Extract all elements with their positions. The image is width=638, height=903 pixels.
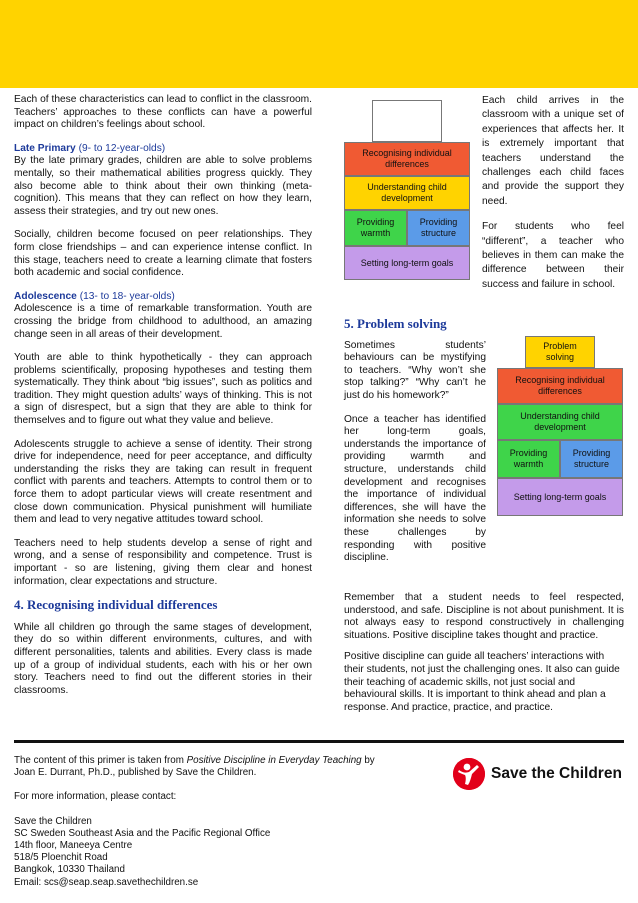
source-prefix: The content of this primer is taken from (14, 755, 184, 766)
contact-road: 518/5 Ploenchit Road (14, 852, 108, 864)
pyramid-2-structure-box: Providing structure (560, 440, 623, 478)
pyramid-2-top-box: Problem solving (525, 336, 595, 368)
pyramid-2-warmth-box: Providing warmth (497, 440, 560, 478)
source-suffix: by (364, 755, 375, 766)
adolescence-range: (13- to 18- year-olds) (79, 290, 175, 302)
adolescence-paragraph-2: Youth are able to think hypothetically - they can approach problems scientifically, proposing hypotheses and testing them systematically. They think about “big issues”, such as politics and tradition. They might question adults’ ways of thinking. This is not a sign of disrespect, but a sign that they are able to think for themselves and to figure out what they value and believe. (14, 352, 312, 427)
pyramid-2-understanding-box: Understanding child development (497, 404, 623, 440)
footer (14, 755, 434, 889)
right-paragraph-2: For students who feel “different”, a teacher who believes in them can make the difference between their success and failure in school. (482, 221, 624, 290)
section-5-paragraph-2: Once a teacher has identified her long-term goals, understands the importance of providing warmth and structure, understands child development and recognises the importance of individual differences, she will have the information she needs to solve these challenges by responding with positive discipline. (344, 413, 486, 564)
section-5-lower-column (344, 592, 624, 725)
intro-paragraph: Each of these characteristics can lead to conflict in the classroom. Teachers’ approaches to these conflicts can have a powerful impact on children’s feelings about school. (14, 94, 312, 131)
section-4-heading: 4. Recognising individual differences (14, 597, 218, 613)
adolescence-paragraph-4: Teachers need to help students develop a sense of right and wrong, and a sense of responsibility and competence. Trust is important - so are listening, giving them clear and honest information, clear expectations and structure. (14, 537, 312, 587)
contact-office: SC Sweden Southeast Asia and the Pacific Regional Office (14, 827, 271, 839)
source-line-2: Joan E. Durrant, Ph.D., published by Save the Children. (14, 767, 257, 779)
pyramid-1-structure-box: Providing structure (407, 210, 470, 246)
adolescence-title: Adolescence (14, 290, 77, 302)
section-5-paragraph-3: Remember that a student needs to feel respected, understood, and safe. Discipline is not about punishment. It is not always easy to respond constructively in challenging situations. Positive discipline takes thought and practice. (344, 592, 624, 641)
late-primary-paragraph-2: Socially, children become focused on peer relationships. They form close friendships – and can experience intense conflict. In this stage, teachers need to create a learning climate that fosters both academic and social confidence. (14, 229, 312, 279)
pyramid-1-warmth-box: Providing warmth (344, 210, 407, 246)
contact-city: Bangkok, 10330 Thailand (14, 864, 125, 876)
section-5-column (344, 318, 486, 576)
section-5-paragraph-1: Sometimes students’ behaviours can be mystifying to teachers. “Why won’t she stop talking?” “Why can’t he just do his homework?” (344, 339, 486, 401)
section-5-heading: 5. Problem solving (344, 316, 447, 331)
save-the-children-logo-text: Save the Children (491, 765, 622, 782)
save-the-children-logo (453, 756, 625, 792)
section-4-paragraph: While all children go through the same stages of development, they do so within different environments, cultures, and with different personalities, talents and abilities. Every class is made up of a group of individual students, each with his or her own story. Teachers need to find out the different stories in their classrooms. (14, 621, 312, 696)
save-the-children-logo-icon (453, 758, 485, 790)
adolescence-paragraph-1: Adolescence is a time of remarkable transformation. Youth are crossing the bridge from childhood to adulthood, an amazing change seen in all areas of their development. (14, 303, 312, 340)
left-column (14, 94, 312, 708)
late-primary-title: Late Primary (14, 142, 76, 154)
pyramid-1-recognising-box: Recognising individual differences (344, 142, 470, 176)
late-primary-paragraph-1: By the late primary grades, children are able to solve problems mentally, so their mathematical abilities progress quickly. They also become able to think about their own thinking (meta-cognition). This means that they can reflect on how they learn, assess their strategies, and try out new ones. (14, 155, 312, 217)
source-line (14, 755, 434, 767)
top-banner (0, 0, 638, 88)
pyramid-1-top-box (372, 100, 442, 142)
late-primary-range: (9- to 12-year-olds) (78, 142, 166, 154)
pyramid-1-understanding-box: Understanding child development (344, 176, 470, 210)
footer-divider (14, 740, 624, 743)
adolescence-heading (14, 291, 312, 304)
contact-intro: For more information, please contact: (14, 791, 177, 803)
pyramid-1-goals-box: Setting long-term goals (344, 246, 470, 280)
contact-floor: 14th floor, Maneeya Centre (14, 840, 133, 852)
pyramid-2-recognising-box: Recognising individual differences (497, 368, 623, 404)
pyramid-diagram-2 (497, 336, 623, 516)
contact-org: Save the Children (14, 815, 92, 827)
right-upper-column (482, 94, 624, 303)
late-primary-heading (14, 143, 312, 156)
right-paragraph-1: Each child arrives in the classroom with a unique set of experiences that affects her. It is extremely important that teachers understand the challenges each child faces and provide the support they need. (482, 95, 624, 207)
contact-email: Email: scs@seap.seap.savethechildren.se (14, 876, 199, 888)
adolescence-paragraph-3: Adolescents struggle to achieve a sense of identity. Their strong drive for independence, need for peer acceptance, and difficulty understanding the risks they are taking can result in frequent conflict with parents and teachers. Attempts to control them or to force them to adopt particular views will create resentment and close down communication. Physical punishment will humiliate them and lead to very negative attitudes toward school. (14, 438, 312, 526)
source-book-title: Positive Discipline in Everyday Teaching (186, 755, 362, 766)
pyramid-diagram-1 (344, 100, 470, 275)
section-5-paragraph-4: Positive discipline can guide all teachers’ interactions with their students, not just the challenging ones. It also can guide their teaching of academic skills, not just social and behavioural skills. It is important to think ahead and plan a response. And practice, practice, and practice. (344, 651, 620, 713)
pyramid-2-goals-box: Setting long-term goals (497, 478, 623, 516)
